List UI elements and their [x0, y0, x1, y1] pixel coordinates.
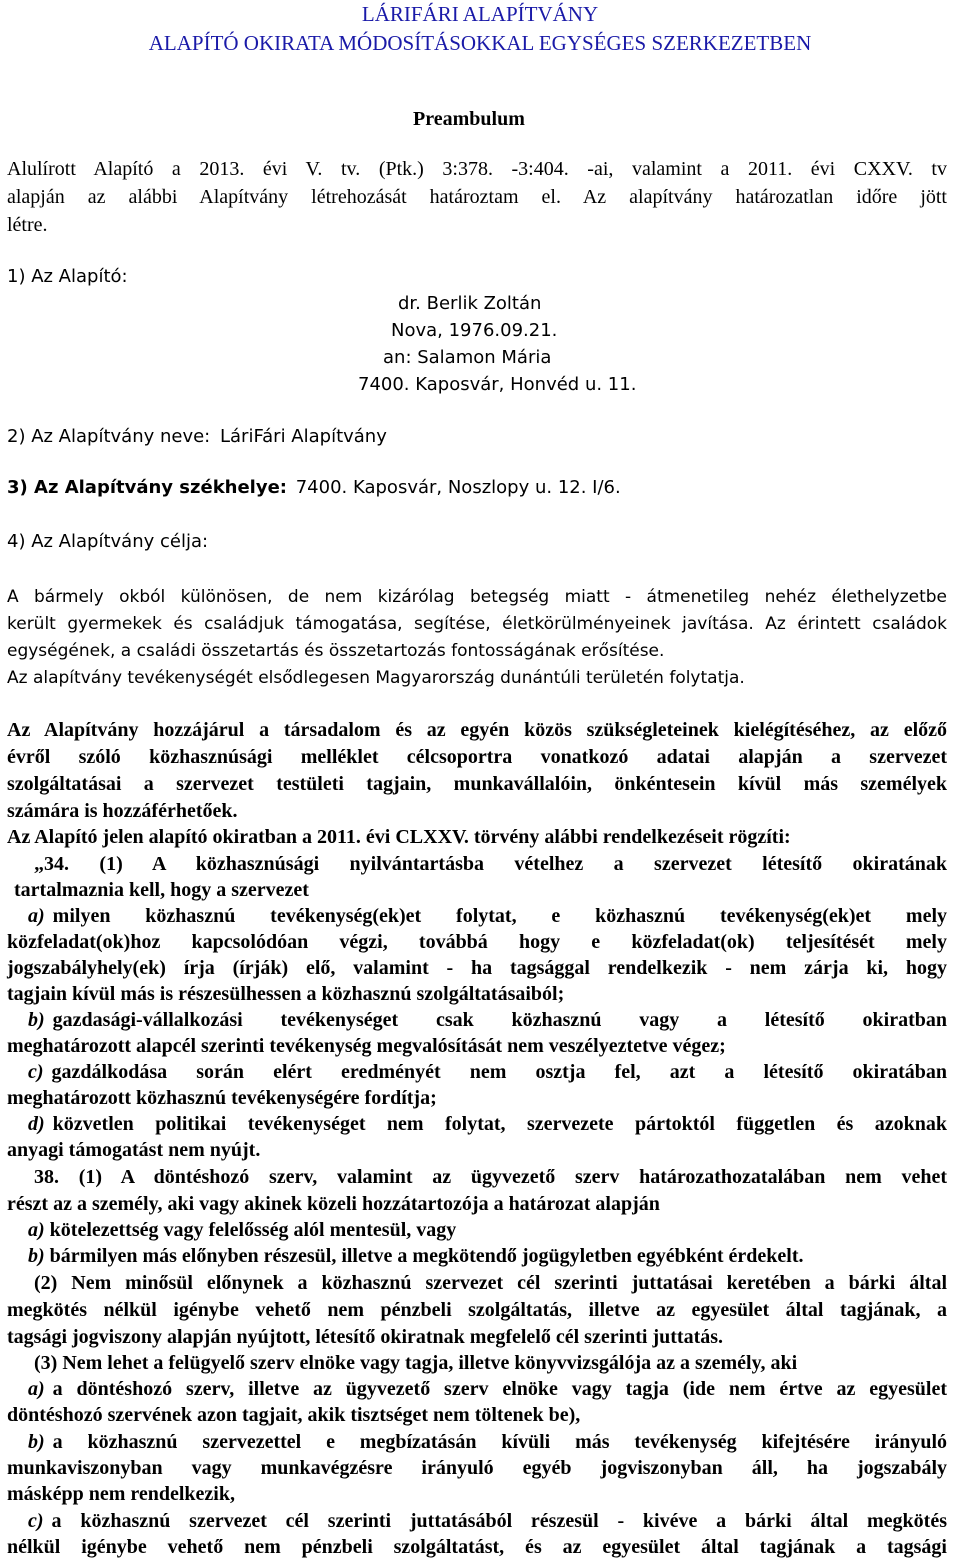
legal-line: tartalmaznia kell, hogy a szervezet: [14, 879, 309, 901]
legal-line: meghatározott közhasznú tevékenységére fordítja;: [7, 1087, 437, 1109]
item-marker: a): [28, 905, 45, 927]
founder-mother: an: Salamon Mária: [383, 347, 552, 368]
legal-line: gazdálkodása során elért eredményét nem osztja fel, azt a létesítő okiratában: [51, 1061, 947, 1083]
founder-name: dr. Berlik Zoltán: [398, 293, 542, 314]
legal-line: Az Alapítvány hozzájárul a társadalom és az egyén közös szükségleteinek kielégítéséhez, az előző: [7, 719, 947, 741]
legal-line: bármilyen más előnyben részesül, illetve a megkötendő jogügyletben egyébként érdekelt.: [49, 1245, 804, 1267]
legal-line: megkötés nélkül igénybe vehető nem pénzbeli szolgáltatás, illetve az egyesület által tagjának, a: [7, 1299, 947, 1321]
intro-line: alapján az alábbi Alapítvány létrehozását határoztam el. Az alapítvány határozatlan időre jött: [7, 186, 947, 208]
document-title: LÁRIFÁRI ALAPÍTVÁNY: [361, 2, 599, 26]
legal-line: tagsági jogviszony alapján nyújtott, létesítő okiratnak megfelelő cél szerinti juttatás.: [7, 1326, 724, 1348]
legal-line: meghatározott alapcél szerinti tevékenység megvalósítását nem veszélyeztetve végez;: [7, 1035, 726, 1057]
foundation-name: LáriFári Alapítvány: [219, 426, 387, 447]
item-marker: b): [28, 1009, 45, 1031]
preamble-heading: Preambulum: [413, 108, 525, 130]
legal-line: szolgáltatásai a szervezet testületi tagjain, munkavállalóin, önkéntesein kívül más személyek: [7, 773, 947, 795]
legal-line: Az Alapító jelen alapító okiratban a 2011. évi CLXXV. törvény alábbi rendelkezéseit rögzíti:: [7, 826, 791, 848]
list-item: [28, 1510, 947, 1533]
intro-line: Alulírott Alapító a 2013. évi V. tv. (Ptk.) 3:378. -3:404. -ai, valamint a 2011. évi CXXV. tv: [7, 158, 947, 180]
legal-line: döntéshozó szervének azon tagjait, akik tisztséget nem töltenek be),: [7, 1404, 581, 1426]
item-marker: c): [28, 1061, 44, 1083]
legal-line: jogszabályhely(ek) írja (írják) elő, valamint - ha tagsággal rendelkezik - nem zárja ki, hogy: [7, 957, 947, 979]
legal-line: kötelezettség vagy felelősség alól mentesül, vagy: [49, 1219, 457, 1241]
legal-line: (2) Nem minősül előnynek a közhasznú szervezet cél szerinti juttatásai keretében a bárki által: [34, 1272, 947, 1294]
legal-line: nélkül igénybe vehető nem pénzbeli szolgáltatást, és az egyesület által tagjának a tagsági: [7, 1536, 947, 1558]
legal-line: a döntéshozó szerv, illetve az ügyvezető szerv elnöke vagy tagja (ide nem értve az egyesület: [52, 1378, 947, 1400]
section-purpose-heading: 4) Az Alapítvány célja:: [7, 531, 209, 552]
item-marker: a): [28, 1378, 45, 1400]
legal-line: közfeladat(ok)hoz kapcsolódóan végzi, továbbá hogy e közfeladat(ok) teljesítését mely: [7, 931, 947, 953]
intro-line: létre.: [7, 214, 48, 236]
purpose-line: egységének, a családi összetartás és összetartozás fontosságának erősítése.: [7, 641, 665, 661]
legal-line: másképp nem rendelkezik,: [7, 1483, 235, 1505]
legal-line: a közhasznú szervezettel e megbízatásán kívüli más tevékenység kifejtésére irányuló: [52, 1431, 947, 1453]
legal-line: milyen közhasznú tevékenység(ek)et folytat, e közhasznú tevékenység(ek)et mely: [52, 905, 947, 927]
legal-line: évről szóló közhasznúsági melléklet célcsoportra vonatkozó adatai alapján a szervezet: [7, 746, 947, 768]
section-seat-label: 3) Az Alapítvány székhelye:: [7, 477, 287, 498]
list-item: [28, 1113, 947, 1136]
legal-line: munkaviszonyban vagy munkavégzésre irányuló egyéb jogviszonyban áll, ha jogszabály: [7, 1457, 947, 1479]
item-marker: b): [28, 1245, 45, 1267]
legal-line: (3) Nem lehet a felügyelő szerv elnöke vagy tagja, illetve könyvvizsgálója az a személy, aki: [34, 1352, 798, 1374]
list-item: [28, 1378, 947, 1401]
section-name-label: 2) Az Alapítvány neve:: [7, 426, 211, 447]
founder-address: 7400. Kaposvár, Honvéd u. 11.: [358, 374, 637, 395]
section-founder-heading: 1) Az Alapító:: [7, 266, 128, 287]
purpose-line: Az alapítvány tevékenységét elsődlegesen Magyarország dunántúli területén folytatja.: [7, 668, 745, 688]
list-item: [28, 1219, 456, 1242]
legal-line: „34. (1) A közhasznúsági nyilvántartásba vételhez a szervezet létesítő okiratának: [34, 853, 947, 875]
list-item: [28, 1245, 803, 1268]
document-subtitle: ALAPÍTÓ OKIRATA MÓDOSÍTÁSOKKAL EGYSÉGES SZERKEZETBEN: [148, 31, 812, 55]
list-item: [28, 1009, 947, 1032]
item-marker: d): [28, 1113, 45, 1135]
legal-line: közvetlen politikai tevékenységet nem folytat, szervezete pártoktól független és azoknak: [52, 1113, 947, 1135]
legal-line: részt az a személy, aki vagy akinek közeli hozzátartozója a határozat alapján: [7, 1193, 660, 1215]
list-item: [28, 1431, 947, 1454]
legal-line: tagjain kívül más is részesülhessen a közhasznú szolgáltatásaiból;: [7, 983, 565, 1005]
legal-line: a közhasznú szervezet cél szerinti juttatásából részesül - kivéve a bárki által megkötés: [51, 1510, 947, 1532]
list-item: [28, 1061, 947, 1084]
legal-line: 38. (1) A döntéshozó szerv, valamint az ügyvezető szerv határozathozatalában nem vehet: [34, 1166, 947, 1188]
purpose-line: A bármely okból különösen, de nem kizárólag betegség miatt - átmenetileg nehéz élethelyzetbe: [7, 587, 947, 607]
purpose-line: került gyermekek és családjuk támogatása, segítése, életkörülményeinek javítása. Az érintett családok: [7, 614, 947, 634]
legal-line: gazdasági-vállalkozási tevékenységet csak közhasznú vagy a létesítő okiratban: [52, 1009, 947, 1031]
legal-line: anyagi támogatást nem nyújt.: [7, 1139, 261, 1161]
founder-birth: Nova, 1976.09.21.: [391, 320, 558, 341]
item-marker: a): [28, 1219, 45, 1241]
legal-line: számára is hozzáférhetőek.: [7, 800, 238, 822]
list-item: [28, 905, 947, 928]
foundation-seat: 7400. Kaposvár, Noszlopy u. 12. I/6.: [295, 477, 621, 498]
item-marker: b): [28, 1431, 45, 1453]
item-marker: c): [28, 1510, 44, 1532]
